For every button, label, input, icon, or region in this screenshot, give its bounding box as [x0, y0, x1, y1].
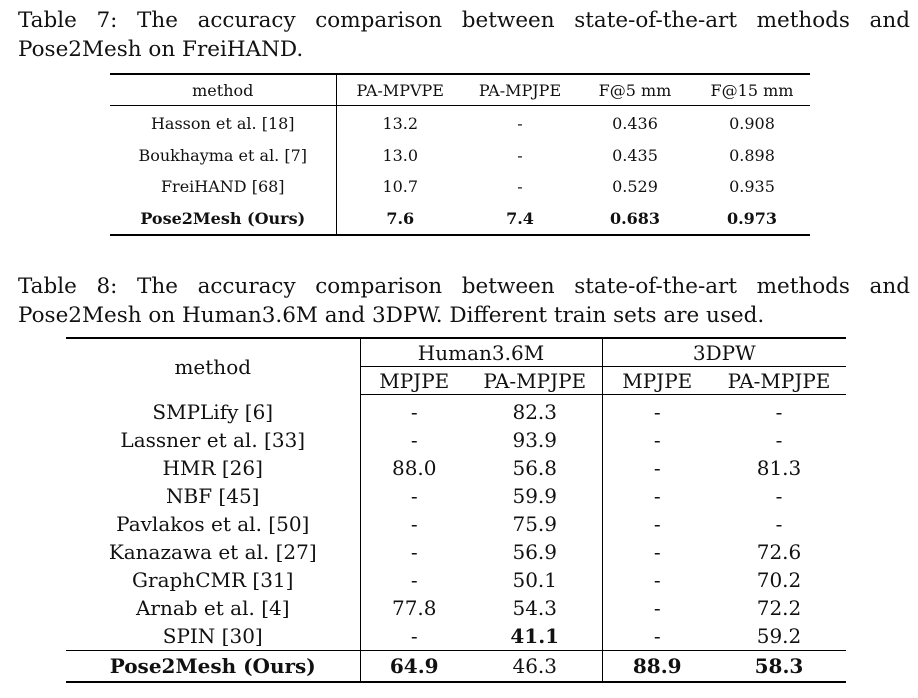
value-cell: 70.2: [756, 568, 802, 592]
value-cell: -: [410, 428, 418, 452]
table-row: [66, 395, 846, 427]
value-cell: 0.935: [729, 177, 775, 196]
table8-subheader-mpjpe: MPJPE: [602, 367, 712, 395]
value-cell: -: [517, 113, 523, 133]
value-cell: -: [653, 456, 661, 480]
method-cell: SPIN [30]: [66, 622, 360, 651]
table-row-ours: [110, 202, 810, 235]
method-cell: Lassner et al. [33]: [66, 426, 360, 454]
value-cell: 0.908: [729, 113, 775, 133]
table8-group-header-row: [66, 338, 846, 367]
method-cell: NBF [45]: [66, 482, 360, 510]
table8-subheader-mpjpe: MPJPE: [360, 367, 468, 395]
method-cell: Pavlakos et al. [50]: [66, 510, 360, 538]
value-cell: 64.9: [360, 651, 468, 683]
method-cell: GraphCMR [31]: [66, 566, 360, 594]
value-cell: 0.973: [694, 202, 810, 235]
value-cell: -: [410, 512, 418, 536]
value-cell: -: [410, 484, 418, 508]
value-cell: 72.2: [756, 596, 802, 620]
value-cell: -: [653, 568, 661, 592]
value-cell: -: [775, 428, 783, 452]
value-cell: 50.1: [468, 566, 602, 594]
value-cell: -: [410, 568, 418, 592]
table7-header-pa-mpvpe: PA-MPVPE: [336, 74, 464, 106]
value-cell: 10.7: [382, 177, 419, 196]
value-cell: 56.9: [468, 538, 602, 566]
table8-group-3dpw: 3DPW: [602, 338, 846, 367]
table-row-ours: [66, 651, 846, 683]
value-cell: -: [653, 624, 661, 648]
value-cell: 75.9: [468, 510, 602, 538]
table-row: [110, 140, 810, 171]
method-cell: SMPLify [6]: [66, 395, 360, 427]
value-cell: 13.0: [382, 146, 419, 165]
value-cell: 59.2: [756, 624, 802, 648]
value-cell: 58.3: [712, 651, 846, 683]
table7-header-f15: F@15 mm: [694, 74, 810, 106]
table-row: [66, 510, 846, 538]
table-row: [66, 566, 846, 594]
value-cell: 0.435: [612, 146, 658, 165]
value-cell: -: [517, 177, 523, 196]
table-row: [66, 594, 846, 622]
value-cell: 0.898: [729, 146, 775, 165]
method-cell: Arnab et al. [4]: [66, 594, 360, 622]
value-cell: 13.2: [382, 113, 419, 133]
value-cell: 59.9: [468, 482, 602, 510]
method-cell: HMR [26]: [66, 454, 360, 482]
value-cell: 72.6: [756, 540, 802, 564]
value-cell: 82.3: [468, 395, 602, 427]
value-cell: 81.3: [756, 456, 802, 480]
table7-header-f5: F@5 mm: [576, 74, 694, 106]
table-row: [110, 171, 810, 202]
table7-header-method: method: [110, 74, 336, 106]
method-cell: Boukhayma et al. [7]: [110, 140, 336, 171]
table7-caption: Table 7: The accuracy comparison between state-of-the-art methods and Pose2Mesh on FreiHAND.: [18, 8, 910, 62]
value-cell: -: [653, 512, 661, 536]
value-cell: -: [410, 400, 418, 424]
value-cell: -: [410, 624, 418, 648]
value-cell: -: [653, 540, 661, 564]
value-cell: -: [775, 400, 783, 424]
value-cell: -: [517, 146, 523, 165]
value-cell: 0.683: [576, 202, 694, 235]
table7-header-pa-mpjpe: PA-MPJPE: [464, 74, 576, 106]
value-cell: -: [653, 484, 661, 508]
value-cell: 88.9: [602, 651, 712, 683]
value-cell: -: [775, 484, 783, 508]
value-cell: -: [653, 596, 661, 620]
value-cell: 54.3: [468, 594, 602, 622]
value-cell: 56.8: [468, 454, 602, 482]
table-row: [66, 426, 846, 454]
table-row: [66, 538, 846, 566]
value-cell: 7.6: [336, 202, 464, 235]
value-cell: -: [775, 512, 783, 536]
table-row: [66, 482, 846, 510]
value-cell: 88.0: [391, 456, 437, 480]
value-cell: 93.9: [468, 426, 602, 454]
value-cell: 77.8: [391, 596, 437, 620]
table-row: [110, 106, 810, 141]
table-row: [66, 622, 846, 651]
value-cell: 0.529: [612, 177, 658, 196]
value-cell: -: [653, 400, 661, 424]
method-cell: FreiHAND [68]: [110, 171, 336, 202]
table8-header-method: method: [66, 338, 360, 395]
method-cell: Pose2Mesh (Ours): [66, 651, 360, 683]
table7: [110, 73, 810, 236]
value-cell: -: [653, 428, 661, 452]
table8-subheader-pa-mpjpe: PA-MPJPE: [468, 367, 602, 395]
value-cell: -: [410, 540, 418, 564]
value-cell: 41.1: [468, 622, 602, 651]
value-cell: 7.4: [464, 202, 576, 235]
method-cell: Pose2Mesh (Ours): [110, 202, 336, 235]
value-cell: 46.3: [468, 651, 602, 683]
method-cell: Kanazawa et al. [27]: [66, 538, 360, 566]
table8-caption: Table 8: The accuracy comparison between state-of-the-art methods and Pose2Mesh on Human3.6M and 3DPW. Different train sets are used.: [18, 274, 910, 328]
method-cell: Hasson et al. [18]: [110, 106, 336, 141]
table8: [66, 337, 846, 683]
table7-header-row: [110, 74, 810, 106]
table-row: [66, 454, 846, 482]
table8-subheader-pa-mpjpe: PA-MPJPE: [712, 367, 846, 395]
table8-group-human36m: Human3.6M: [360, 338, 602, 367]
value-cell: 0.436: [612, 113, 658, 133]
